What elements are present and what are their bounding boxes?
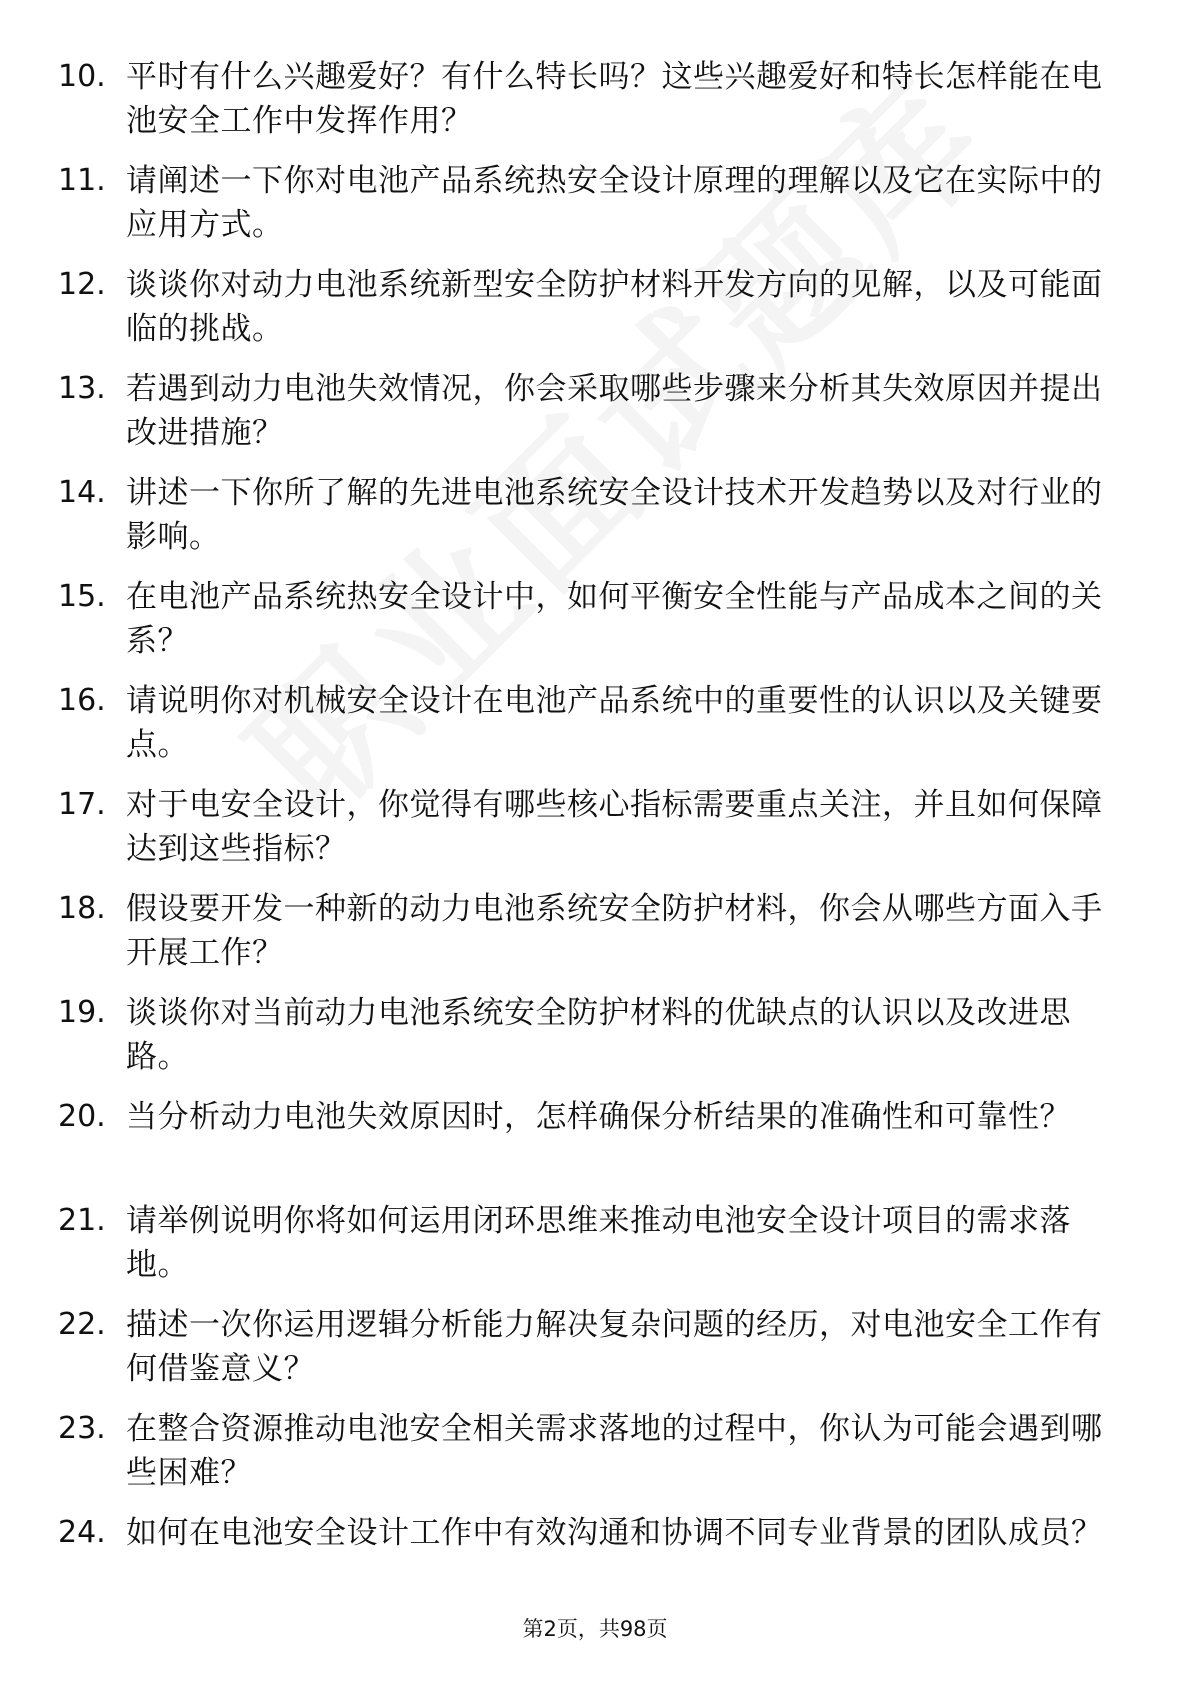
question-text: 在整合资源推动电池安全相关需求落地的过程中，你认为可能会遇到哪些困难？	[126, 1411, 1103, 1491]
question-item	[58, 783, 1108, 887]
question-item	[58, 679, 1108, 783]
question-item	[58, 1199, 1108, 1303]
question-number: 24.	[58, 1515, 106, 1550]
question-number: 14.	[58, 475, 106, 510]
question-text: 如何在电池安全设计工作中有效沟通和协调不同专业背景的团队成员？	[126, 1515, 1103, 1551]
question-item	[58, 367, 1108, 471]
question-text: 在电池产品系统热安全设计中，如何平衡安全性能与产品成本之间的关系？	[126, 579, 1103, 659]
question-item	[58, 575, 1108, 679]
question-text: 若遇到动力电池失效情况，你会采取哪些步骤来分析其失效原因并提出改进措施？	[126, 371, 1103, 451]
question-number: 10.	[58, 59, 106, 94]
question-item	[58, 1511, 1108, 1615]
question-text: 谈谈你对动力电池系统新型安全防护材料开发方向的见解，以及可能面临的挑战。	[126, 267, 1103, 347]
question-number: 13.	[58, 371, 106, 406]
question-text: 谈谈你对当前动力电池系统安全防护材料的优缺点的认识以及改进思路。	[126, 995, 1071, 1075]
question-number: 17.	[58, 787, 106, 822]
question-number: 21.	[58, 1203, 106, 1238]
question-item	[58, 991, 1108, 1095]
question-text: 请说明你对机械安全设计在电池产品系统中的重要性的认识以及关键要点。	[126, 683, 1103, 763]
question-item	[58, 159, 1108, 263]
question-text: 平时有什么兴趣爱好？有什么特长吗？这些兴趣爱好和特长怎样能在电池安全工作中发挥作用？	[126, 59, 1103, 139]
question-number: 15.	[58, 579, 106, 614]
question-item	[58, 471, 1108, 575]
question-item	[58, 887, 1108, 991]
question-number: 20.	[58, 1099, 106, 1134]
question-list	[58, 55, 1108, 1615]
question-item	[58, 1303, 1108, 1407]
question-number: 12.	[58, 267, 106, 302]
question-text: 请举例说明你将如何运用闭环思维来推动电池安全设计项目的需求落地。	[126, 1203, 1071, 1283]
question-text: 当分析动力电池失效原因时，怎样确保分析结果的准确性和可靠性？	[126, 1099, 1071, 1135]
question-text: 请阐述一下你对电池产品系统热安全设计原理的理解以及它在实际中的应用方式。	[126, 163, 1103, 243]
question-text: 讲述一下你所了解的先进电池系统安全设计技术开发趋势以及对行业的影响。	[126, 475, 1103, 555]
question-text: 对于电安全设计，你觉得有哪些核心指标需要重点关注，并且如何保障达到这些指标？	[126, 787, 1103, 867]
question-text: 描述一次你运用逻辑分析能力解决复杂问题的经历，对电池安全工作有何借鉴意义？	[126, 1307, 1103, 1387]
question-item	[58, 1407, 1108, 1511]
question-number: 23.	[58, 1411, 106, 1446]
question-number: 11.	[58, 163, 106, 198]
question-number: 16.	[58, 683, 106, 718]
question-item	[58, 263, 1108, 367]
question-text: 假设要开发一种新的动力电池系统安全防护材料，你会从哪些方面入手开展工作？	[126, 891, 1103, 971]
question-item	[58, 1095, 1108, 1199]
question-number: 22.	[58, 1307, 106, 1342]
question-number: 19.	[58, 995, 106, 1030]
question-number: 18.	[58, 891, 106, 926]
question-item	[58, 55, 1108, 159]
page-footer: 第2页，共98页	[522, 1617, 668, 1641]
